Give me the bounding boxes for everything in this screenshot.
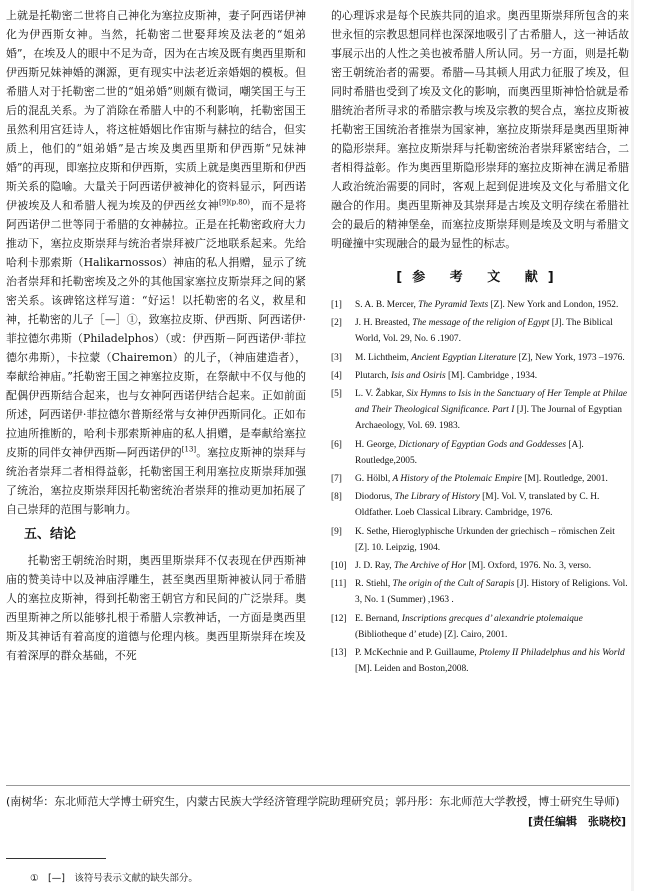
reference-item — [331, 437, 629, 469]
reference-text: R. Stiehl, The origin of the Cult of Sarapis [J]. History of Religions. Vol. 3, No. 1 (Summer) ,1963 . — [355, 579, 628, 606]
reference-number: [8] — [331, 492, 342, 503]
body-text: 。塞拉皮斯神的崇拜与统治者崇拜二者相得益彰，托勒密国王利用塞拉皮斯崇拜加强了统治，塞拉皮斯崇拜因托勒密统治者崇拜的推动更加拓展了自己崇拜的范围与影响力。 — [6, 446, 306, 516]
citation-superscript: [13] — [181, 445, 197, 454]
paragraph: 的心理诉求是每个民族共同的追求。奥西里斯崇拜所包含的来世永恒的宗教思想同样也深深地吸引了古希腊人，这一神话故事展示出的人性之美也被希腊人所认同。另一方面，则是托勒密王朝统治者的需要。希腊—马其顿人用武力征服了埃及，但同时希腊也受到了埃及文化的影响，而奥西里斯神恰恰就是希腊统治者所寻求的希腊宗教与埃及宗教的契合点，塞拉皮斯被托勒密王国统治者推崇为国家神，塞拉皮斯崇拜是奥西里斯神的隐形崇拜。塞拉皮斯崇拜与托勒密统治者崇拜紧密结合，二者相得益彰。作为奥西里斯隐形崇拜的塞拉皮斯神在满足希腊人政治统治需要的同时，客观上起到促进埃及文化与希腊文化融合的作用。奥西里斯神及其崇拜是古埃及文明存续在希腊社会的最后的精神堡垒，而塞拉皮斯崇拜则是埃及文明与希腊文明碰撞中实现融合的最为显性的标志。 — [331, 9, 629, 250]
reference-item — [331, 315, 629, 347]
body-text: 上就是托勒密二世将自己神化为塞拉皮斯神，妻子阿西诺伊神化为伊西斯女神。当然，托勒密二世娶拜埃及法老的“姐弟婚”，在埃及人的眼中不足为奇，因为在古埃及既有奥西里斯和伊西斯兄妹神婚的渊源，更有现实中法老近亲婚姻的模板。但希腊人对于托勒密二世的“姐弟婚”则颇有微词，嘲笑国王与王后的混乱关系。为了消除在希腊人中的不利影响，托勒密国王虽然利用宫廷诗人，将这桩婚姻比作宙斯与赫拉的结合，但实质上，他们的“姐弟婚”是古埃及奥西里斯和伊西斯“兄妹神婚”的再现，即塞拉皮斯和伊西斯，实质上就是奥西里斯和伊西斯关系的隐喻。大量关于阿西诺伊被神化的资料显示，阿西诺伊被埃及人和希腊人视为埃及的伊西丝女神 — [6, 9, 306, 212]
reference-item — [331, 611, 629, 643]
reference-item — [331, 471, 629, 487]
reference-item — [331, 645, 629, 677]
body-text: ，而不是将阿西诺伊二世等同于希腊的女神赫拉。正是在托勒密政府大力推动下，塞拉皮斯崇拜与统治者崇拜被广泛地联系起来。先给哈利卡那索斯（Halikarnossos）神庙的私人捐赠，显示了统治者崇拜和托勒密埃及之外的其他国家塞拉皮斯崇拜之间的紧密关系。该碑铭这样写道：“好运！以托勒密的名义，救星和神，托勒密的儿子［—］①，致塞拉皮斯、伊西斯、阿西诺伊·菲拉德尔弗斯（Philadelphos）（或：伊西斯－阿西诺伊·菲拉德尔弗斯），卡拉蒙（Chairemon）的儿子，（神庙建造者），奉献给神庙。”托勒密王国之神塞拉皮斯，在祭献中不仅与他的配偶伊西斯结合起来，也与女神阿西诺伊结合起来。正如前面所述，阿西诺伊·菲拉德尔普斯经常与女神伊西斯同化。正如布拉迪所推断的，哈利卡那索斯神庙的私人捐赠，是奉献给塞拉皮斯的同伴女神伊西斯—阿西诺伊的 — [6, 199, 306, 459]
reference-title: The Archive of Hor — [393, 561, 467, 572]
page-edge-shade — [631, 0, 634, 891]
paragraph — [6, 6, 306, 519]
footnote-rule — [6, 858, 106, 859]
reference-number: [4] — [331, 370, 342, 381]
paragraph: 托勒密王朝统治时期，奥西里斯崇拜不仅表现在伊西斯神庙的赞美诗中以及神庙浮雕生，甚至奥西里斯神被认同于希腊人的塞拉皮斯神，得到托勒密王朝官方和民间的广泛崇拜。奥西里斯神之所以能够扎根于希腊人宗教神话，一方面是奥西里斯及其神话有着高度的道德与伦理内核。奥西里斯崇拜在埃及有着深厚的群众基础，不死 — [6, 554, 306, 662]
editor-credit: [责任编辑 张晓校] — [527, 815, 626, 828]
reference-number: [1] — [331, 300, 342, 310]
citation-superscript: [9](p.80) — [218, 198, 250, 207]
reference-number: [3] — [331, 352, 342, 363]
reference-number: [13] — [331, 648, 347, 659]
footnote: ① [—] 该符号表示文献的缺失部分。 — [30, 873, 198, 884]
reference-item — [331, 524, 629, 556]
reference-number: [7] — [331, 474, 342, 485]
reference-list — [331, 297, 629, 677]
reference-item — [331, 350, 629, 366]
reference-text: J. D. Ray, The Archive of Hor [M]. Oxford, 1976. No. 3, verso. — [355, 561, 592, 572]
left-column — [6, 6, 306, 665]
reference-text: J. H. Breasted, The message of the religion of Egypt [J]. The Biblical World, Vol. 29, No. 6 .1907. — [355, 318, 613, 345]
reference-title: A History of the Ptolemaic Empire — [392, 474, 522, 485]
reference-title: Dictionary of Egyptian Gods and Goddesses — [398, 439, 567, 450]
reference-text: Diodorus, The Library of History [M]. Vol. V, translated by C. H. Oldfather. Loeb Classical Library. Cambridge, 1976. — [355, 492, 600, 519]
reference-item — [331, 489, 629, 521]
reference-title: Isis and Osiris — [390, 370, 446, 381]
reference-title: The Library of History — [394, 492, 480, 503]
reference-number: [5] — [331, 389, 342, 400]
reference-text: S. A. B. Mercer, The Pyramid Texts [Z]. New York and London, 1952. — [355, 300, 619, 310]
reference-number: [6] — [331, 439, 342, 450]
references-heading: [参 考 文 献] — [396, 270, 564, 285]
reference-text: L. V. Žabkar, Six Hymns to Isis in the Sanctuary of Her Temple at Philae and Their Theological Significance. Part I [J]. The Journal of Egyptian Archaeology, Vol. 69. 1983. — [355, 389, 628, 432]
reference-title: The message of the religion of Egypt — [412, 318, 550, 329]
reference-item — [331, 297, 629, 313]
reference-title: Inscriptions grecques d’ alexandrie ptolemaique — [401, 613, 583, 624]
right-column — [331, 6, 629, 679]
reference-title: The Pyramid Texts — [418, 300, 489, 310]
reference-text: H. George, Dictionary of Egyptian Gods and Goddesses [A]. Routledge,2005. — [355, 439, 584, 466]
divider — [6, 785, 630, 786]
reference-number: [9] — [331, 526, 342, 537]
reference-title: The origin of the Cult of Sarapis — [392, 579, 515, 590]
reference-text: K. Sethe, Hieroglyphische Urkunden der griechisch – römischen Zeit [Z]. 10. Leipzig, 1904. — [355, 526, 615, 553]
reference-text: E. Bernand, Inscriptions grecques d’ alexandrie ptolemaique (Bibliotheque d’ etude) [Z]. Cairo, 2001. — [355, 613, 583, 640]
section-heading: 五、结论 — [24, 527, 77, 542]
reference-item — [331, 558, 629, 574]
reference-title: Six Hymns to Isis in the Sanctuary of Her Temple at Philae and Their Theological Significance. Part I — [355, 389, 628, 416]
reference-text: Plutarch, Isis and Osiris [M]. Cambridge , 1934. — [355, 370, 538, 381]
reference-text: G. Hölbl, A History of the Ptolemaic Empire [M]. Routledge, 2001. — [355, 474, 608, 485]
reference-item — [331, 576, 629, 608]
reference-item — [331, 386, 629, 435]
reference-text: M. Lichtheim, Ancient Egyptian Literature [Z], New York, 1973 –1976. — [355, 352, 625, 363]
reference-item — [331, 368, 629, 384]
reference-number: [10] — [331, 561, 347, 572]
reference-number: [11] — [331, 579, 347, 590]
reference-number: [2] — [331, 318, 342, 329]
reference-text: P. McKechnie and P. Guillaume, Ptolemy II Philadelphus and his World [M]. Leiden and Boston,2008. — [355, 648, 625, 675]
author-affiliations: (南树华：东北师范大学博士研究生，内蒙古民族大学经济管理学院助理研究员；郭丹彤：东北师范大学教授，博士研究生导师) — [6, 795, 620, 808]
author-info — [6, 792, 626, 832]
reference-title: Ancient Egyptian Literature — [411, 352, 517, 363]
reference-number: [12] — [331, 613, 347, 624]
reference-title: Ptolemy II Philadelphus and his World — [478, 648, 625, 659]
